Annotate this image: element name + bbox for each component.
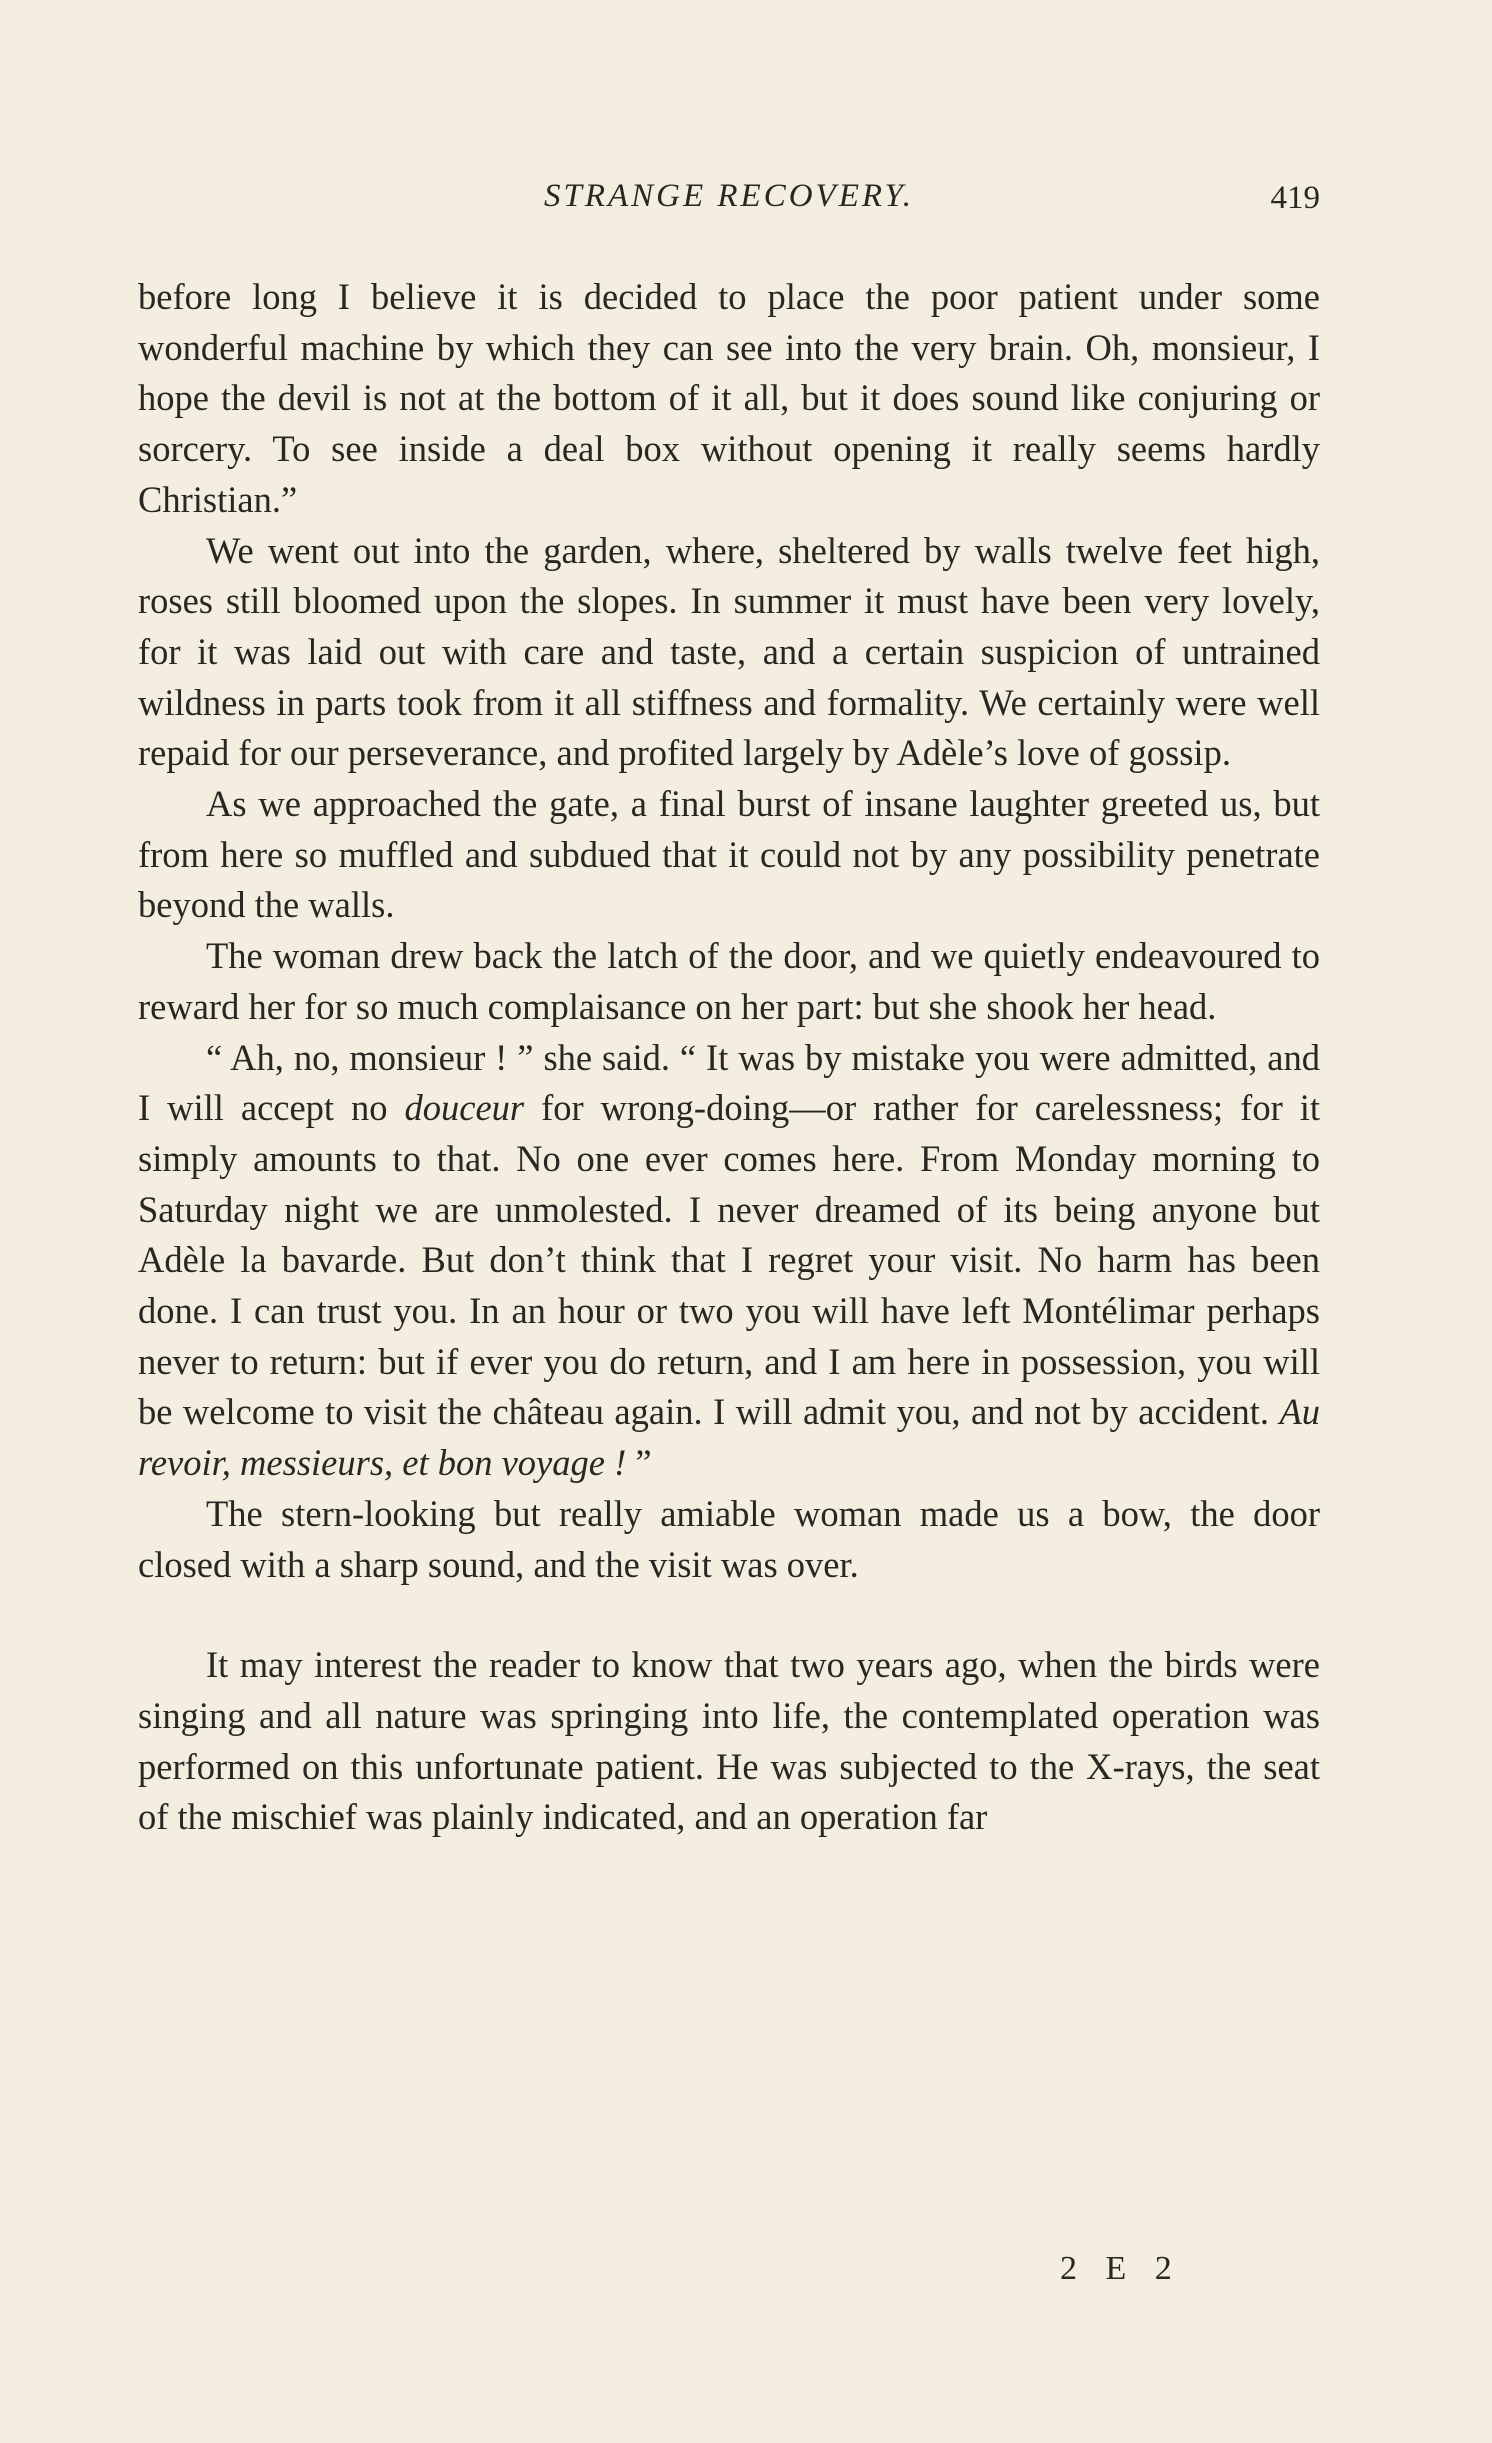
paragraph-operation: It may interest the reader to know that two years ago, when the birds were singing and all nature was springing into life, the contemplated operation was performed on this unfortunate patient. He was subjected to the X-rays, the seat of the mischief was plainly indicated, and an operation far	[138, 1644, 1320, 1838]
paragraph-garden: We went out into the garden, where, sheltered by walls twelve feet high, roses still bloomed upon the slopes. In summer it must have been very lovely, for it was laid out with care and taste, and a certain suspicion of untrained wildness in parts took from it all stiffness and formality. We certainly were well repaid for our perseverance, and profited largely by Adèle’s love of gossip.	[138, 529, 1320, 774]
speech-italic-douceur: douceur	[404, 1087, 525, 1129]
speech-italic-farewell: Au revoir, messieurs, et bon voyage !	[138, 1391, 1320, 1484]
paragraph-speech	[138, 1033, 1320, 1489]
page-number: 419	[1270, 180, 1320, 216]
speech-part-2: for wrong-doing—or rather for carelessness; for it simply amounts to that. No one ever comes here. From Monday morning to Saturday night we are unmolested. I never dreamed of its being anyone but Adèle la bavarde. But don’t think that I regret your visit. No harm has been done. I can trust you. In an hour or two you will have left Montélimar perhaps never to return: but if ever you do return, and I am here in possession, you will be welcome to visit the château again. I will admit you, and not by accident.	[138, 1087, 1320, 1433]
paragraph-farewell: The stern-looking but really amiable woman made us a bow, the door closed with a sharp sound, and the visit was over.	[138, 1492, 1320, 1585]
speech-part-1: “ Ah, no, monsieur ! ” she said. “ It was by mistake you were admitted, and I will accept no	[138, 1036, 1320, 1129]
running-head	[138, 178, 1320, 228]
running-title: STRANGE RECOVERY.	[543, 178, 915, 214]
body-text	[138, 272, 1320, 1843]
paragraph-continuation: before long I believe it is decided to place the poor patient under some wonderful machine by which they can see into the very brain. Oh, monsieur, I hope the devil is not at the bottom of it all, but it does sound like conjuring or sorcery. To see inside a deal box without opening it really seems hardly Christian.”	[138, 276, 1320, 520]
paragraph-gate: As we approached the gate, a final burst of insane laughter greeted us, but from here so muffled and subdued that it could not by any possibility penetrate beyond the walls.	[138, 783, 1320, 926]
speech-part-3: ”	[626, 1442, 652, 1484]
signature-mark: 2 E 2	[1060, 2250, 1182, 2287]
paragraph-latch: The woman drew back the latch of the door, and we quietly endeavoured to reward her for so much complaisance on her part: but she shook her head.	[138, 935, 1320, 1027]
